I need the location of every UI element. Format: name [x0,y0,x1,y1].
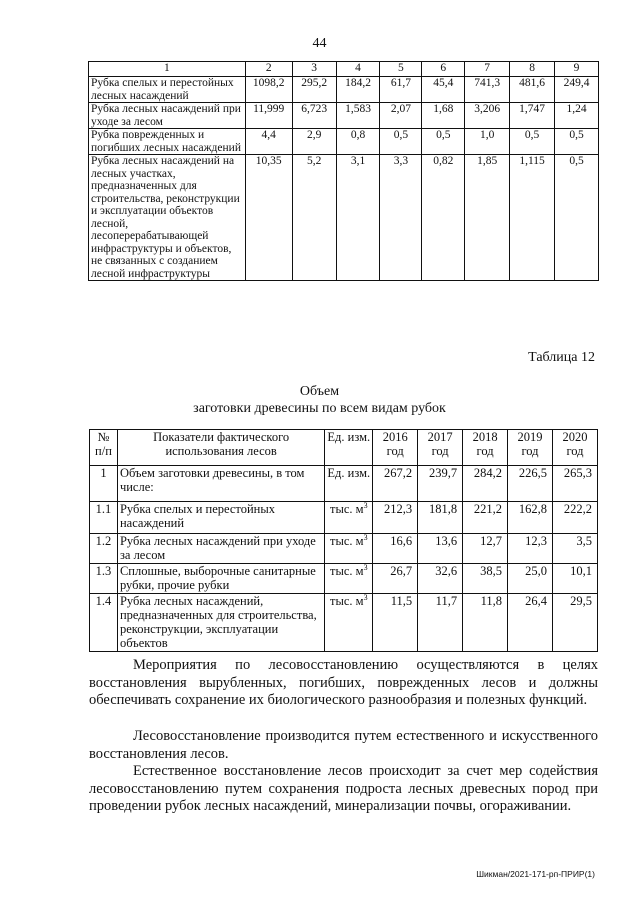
table-cell: 1,583 [336,103,380,129]
table-title-line-1: Объем [299,384,340,399]
table-cell: 0,5 [422,129,465,155]
unit-superscript: 3 [363,500,368,510]
table-cell: 16,6 [373,534,418,564]
unit-text: тыс. м [329,534,364,548]
table-cell: 481,6 [510,77,555,103]
table-cell: 2,9 [292,129,336,155]
row-label: Рубка лесных насаждений на лесных участках, предназначенных для строительства, реконструкции и эксплуатации объектов лесной, лесоперерабатывающей инфраструктуры и объектов, не связанных с созданием лесной инфраструктуры [89,155,246,281]
table-cell: 181,8 [418,502,463,534]
table-row [90,534,598,564]
table-title-line-2: заготовки древесины по всем видам рубок [193,401,446,416]
table-cell: 184,2 [336,77,380,103]
table-cell: 61,7 [380,77,422,103]
table-cell: 0,8 [336,129,380,155]
table-row [89,155,599,281]
table-cell: 1,115 [510,155,555,281]
unit-superscript: 3 [363,592,368,602]
table-cell: 0,5 [510,129,555,155]
paragraph: Естественное восстановление лесов происходит за счет мер содействия лесовосстановлению путем сохранения подроста лесных древесных пород при проведении рубок лесных насаждений, минерализации почвы, огораживании. [89,763,598,814]
row-num: 1.1 [90,502,118,534]
table-cell: 26,4 [508,594,553,652]
row-label: Рубка спелых и перестойных лесных насаждений [89,77,246,103]
row-unit [325,594,373,652]
table-cell: 226,5 [508,466,553,502]
table-1-header-cell: 2 [245,62,292,77]
table-cell: 29,5 [552,594,597,652]
table-cell: 10,1 [552,564,597,594]
table-cell: 12,3 [508,534,553,564]
table-cell: 0,82 [422,155,465,281]
table-row [89,103,599,129]
unit-text: тыс. м [329,502,364,516]
row-unit [325,534,373,564]
row-num: 1 [90,466,118,502]
table-caption: Таблица 12 [528,350,595,365]
table-cell: 38,5 [463,564,508,594]
table-cell: 2,07 [380,103,422,129]
table-cell: 26,7 [373,564,418,594]
row-unit [325,564,373,594]
table-1-header-cell: 1 [89,62,246,77]
page-number: 44 [312,36,327,51]
row-num: 1.3 [90,564,118,594]
table-cell: 249,4 [555,77,599,103]
table-1-header-cell: 9 [555,62,599,77]
row-label: Объем заготовки древесины, в том числе: [117,466,324,502]
table-cell: 5,2 [292,155,336,281]
table-cell: 0,5 [555,129,599,155]
table-row [90,564,598,594]
table-cell: 162,8 [508,502,553,534]
table-cell: 1,68 [422,103,465,129]
header-year: 2016 год [373,430,418,466]
table-cell: 6,723 [292,103,336,129]
table-1-header-cell: 4 [336,62,380,77]
table-cell: 741,3 [465,77,510,103]
paragraph: Лесовосстановление производится путем естественного и искусственного восстановления лесов. [89,728,598,762]
table-cell: 25,0 [508,564,553,594]
table-cell: 222,2 [552,502,597,534]
table-row [89,129,599,155]
row-label: Рубка спелых и перестойных насаждений [117,502,324,534]
table-cell: 295,2 [292,77,336,103]
table-cell: 1,0 [465,129,510,155]
row-unit [325,502,373,534]
table-cell: 239,7 [418,466,463,502]
row-num: 1.2 [90,534,118,564]
table-cell: 1,747 [510,103,555,129]
table-cell: 1,24 [555,103,599,129]
table-cell: 11,999 [245,103,292,129]
table-cell: 265,3 [552,466,597,502]
table-cell: 0,5 [555,155,599,281]
table-cell: 11,5 [373,594,418,652]
table-cell: 10,35 [245,155,292,281]
table-cell: 0,5 [380,129,422,155]
table-cell: 45,4 [422,77,465,103]
header-indicator: Показатели фактического использования лесов [117,430,324,466]
table-row [90,594,598,652]
header-unit: Ед. изм. [325,430,373,466]
header-year: 2020 год [552,430,597,466]
header-num: № п/п [90,430,118,466]
table-1-header [89,62,599,77]
table-cell: 3,3 [380,155,422,281]
table-row [89,77,599,103]
table-cell: 3,1 [336,155,380,281]
table-cell: 32,6 [418,564,463,594]
table-1-header-cell: 3 [292,62,336,77]
header-year: 2018 год [463,430,508,466]
row-label: Рубка лесных насаждений при уходе за лесом [89,103,246,129]
table-cell: 4,4 [245,129,292,155]
unit-superscript: 3 [363,562,368,572]
table-2-header [90,430,598,466]
table-row [90,502,598,534]
table-row [90,466,598,502]
table-cell: 1,85 [465,155,510,281]
row-label: Рубка лесных насаждений, предназначенных для строительства, реконструкции, эксплуатации объектов [117,594,324,652]
table-cell: 12,7 [463,534,508,564]
header-year: 2017 год [418,430,463,466]
table-cell: 3,5 [552,534,597,564]
table-1-header-cell: 7 [465,62,510,77]
row-label: Сплошные, выборочные санитарные рубки, прочие рубки [117,564,324,594]
row-num: 1.4 [90,594,118,652]
table-cell: 1098,2 [245,77,292,103]
table-cell: 221,2 [463,502,508,534]
table-1-header-cell: 5 [380,62,422,77]
table-cell: 11,7 [418,594,463,652]
table-1 [88,61,599,281]
table-1-header-cell: 6 [422,62,465,77]
row-label: Рубка поврежденных и погибших лесных насаждений [89,129,246,155]
table-cell: 284,2 [463,466,508,502]
row-unit: Ед. изм. [325,466,373,502]
unit-text: тыс. м [329,594,364,608]
row-label: Рубка лесных насаждений при уходе за лесом [117,534,324,564]
document-footer: Шикман/2021-171-рп-ПРИР(1) [476,869,595,879]
paragraph: Мероприятия по лесовосстановлению осуществляются в целях восстановления вырубленных, погибших, поврежденных лесов и должны обеспечивать сохранение их биологического разнообразия и полезных функций. [89,657,598,708]
header-year: 2019 год [508,430,553,466]
unit-text: тыс. м [329,564,364,578]
table-2 [89,429,598,652]
table-cell: 3,206 [465,103,510,129]
table-cell: 11,8 [463,594,508,652]
table-cell: 267,2 [373,466,418,502]
unit-superscript: 3 [363,532,368,542]
table-cell: 212,3 [373,502,418,534]
table-1-header-cell: 8 [510,62,555,77]
table-cell: 13,6 [418,534,463,564]
